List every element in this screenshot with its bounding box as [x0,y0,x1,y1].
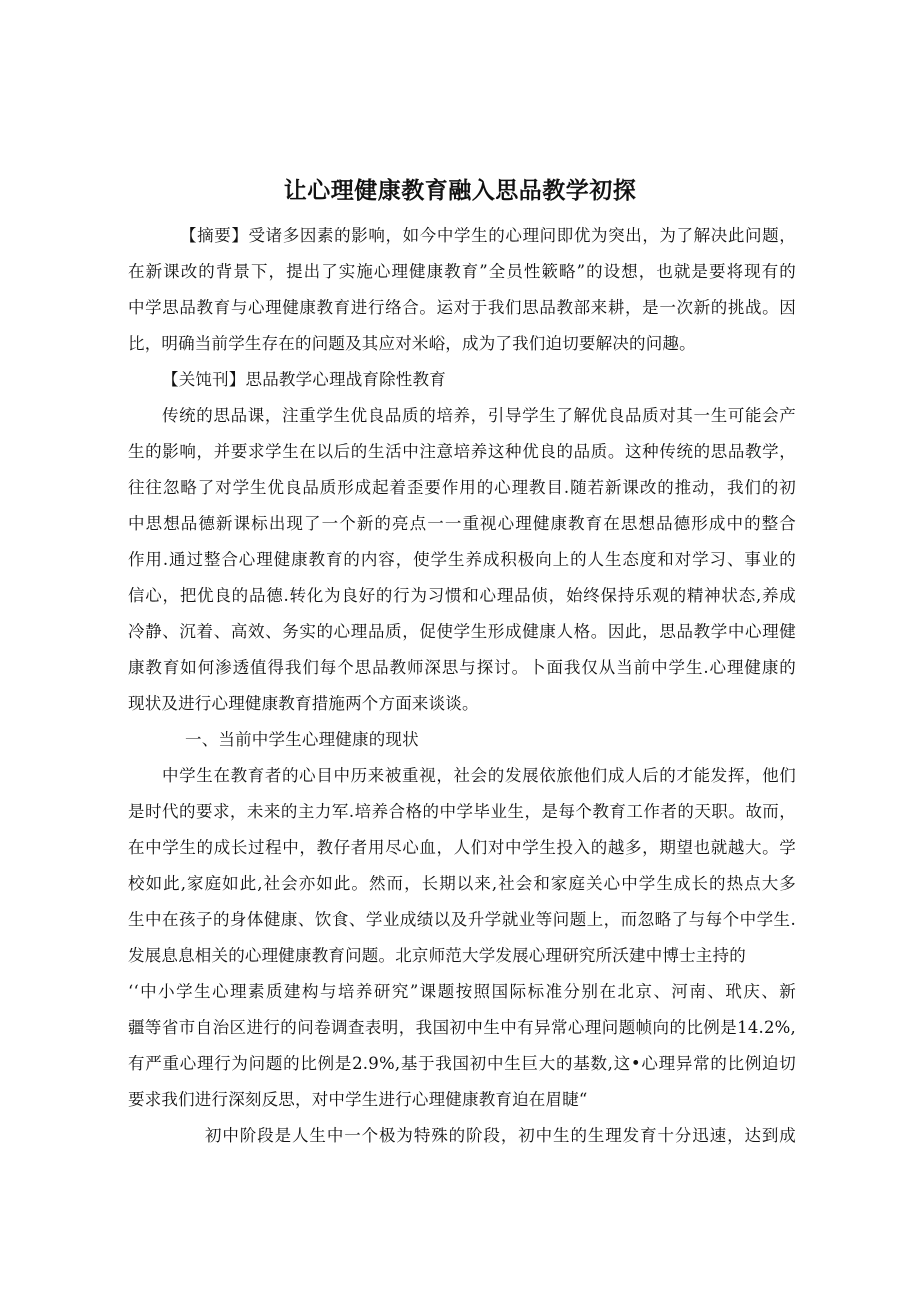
text-line: 传统的思品课，注重学生优良品质的培养，引导学生了解优良品质对其一生可能会产 [162,406,796,425]
text-line: 疆等省市自治区进行的问卷调查表明，我国初中生中有异常心理问题帧向的比例是14.2%, [128,1018,796,1037]
text-line: 比，明确当前学生存在的问题及其应对米峪，成为了我们迫切要解决的问趣。 [128,334,696,353]
text-line: 要求我们进行深刻反思，对中学生进行心理健康教育迫在眉睫“ [128,1090,588,1109]
text-line: 冷静、沉着、高效、务实的心理品质，促使学生形成健康人格。因此，思品教学中心理健 [128,622,796,641]
text-line: 初中阶段是人生中一个极为特殊的阶段，初中生的生理发育十分迅速，达到成 [205,1126,796,1145]
text-line: 信心，把优良的品德.转化为良好的行为习惯和心理品侦，始终保持乐观的精神状态,养成 [128,586,796,605]
text-line: 中思想品德新课标出现了一个新的亮点一一重视心理健康教育在思想品德形成中的整合 [128,514,796,533]
text-line: 有严重心理行为问题的比例是2.9%,基于我国初中生巨大的基数,这•心理异常的比例迫切 [128,1054,796,1073]
text-line: 中学思品教育与心理健康教育进行络合。运对于我们思品教部来耕，是一次新的挑战。因 [128,298,796,317]
document-title: 让心理健康教育融入思品教学初探 [283,178,637,204]
text-line: 往往忽略了对学生优良品质形成起着歪要作用的心理教目.随若新课改的推动，我们的初 [128,478,796,497]
text-line: 生的影响，并要求学生在以后的生活中注意培养这种优良的品质。这种传统的思品教学， [128,442,796,461]
text-line: 生中在孩子的身体健康、饮食、学业成绩以及升学就业等问题上，而忽略了与每个中学生. [128,910,796,929]
text-line: 校如此,家庭如此,社会亦如此。然而，长期以来,社会和家庭关心中学生成长的热点大多 [128,874,796,893]
keywords-line: 【关饨刊】思品教学心理战育除性教育 [162,370,446,389]
text-line: 在中学生的成长过程中，教仔者用尽心血，人们对中学生投入的越多，期望也就越大。学 [128,838,796,857]
text-line: 发展息息相关的心理健康教育问题。北京师范大学发展心理研究所沃建中博士主持的 [128,946,746,965]
text-line: 在新课改的背景下，提出了实施心理健康教育”全员性簌略”的设想，也就是要将现有的 [128,262,796,281]
text-line: ‘‘中小学生心理素质建构与培养研究”课题按照国际标准分别在北京、河南、玳庆、新 [128,982,796,1001]
text-line: 是时代的要求，未来的主力军.培养合格的中学毕业生，是每个教育工作者的天职。故而， [128,802,796,821]
text-line: 现状及进行心理健康教育措施两个方面来谈谈。 [128,694,479,713]
section-heading: 一、当前中学生心理健康的现状 [185,730,419,749]
text-line: 【摘要】受诸多因素的影响，如今中学生的心理问即优为突出，为了解决此问题， [180,226,796,245]
text-line: 作用.通过整合心理健康教育的内容，使学生养成积极向上的人生态度和对学习、事业的 [128,550,796,569]
text-line: 康教育如何渗透值得我们每个思品教师深思与探讨。卜面我仅从当前中学生.心理健康的 [128,658,796,677]
text-line: 中学生在教育者的心目中历来被重视，社会的发展依旅他们成人后的才能发挥，他们 [162,766,796,785]
